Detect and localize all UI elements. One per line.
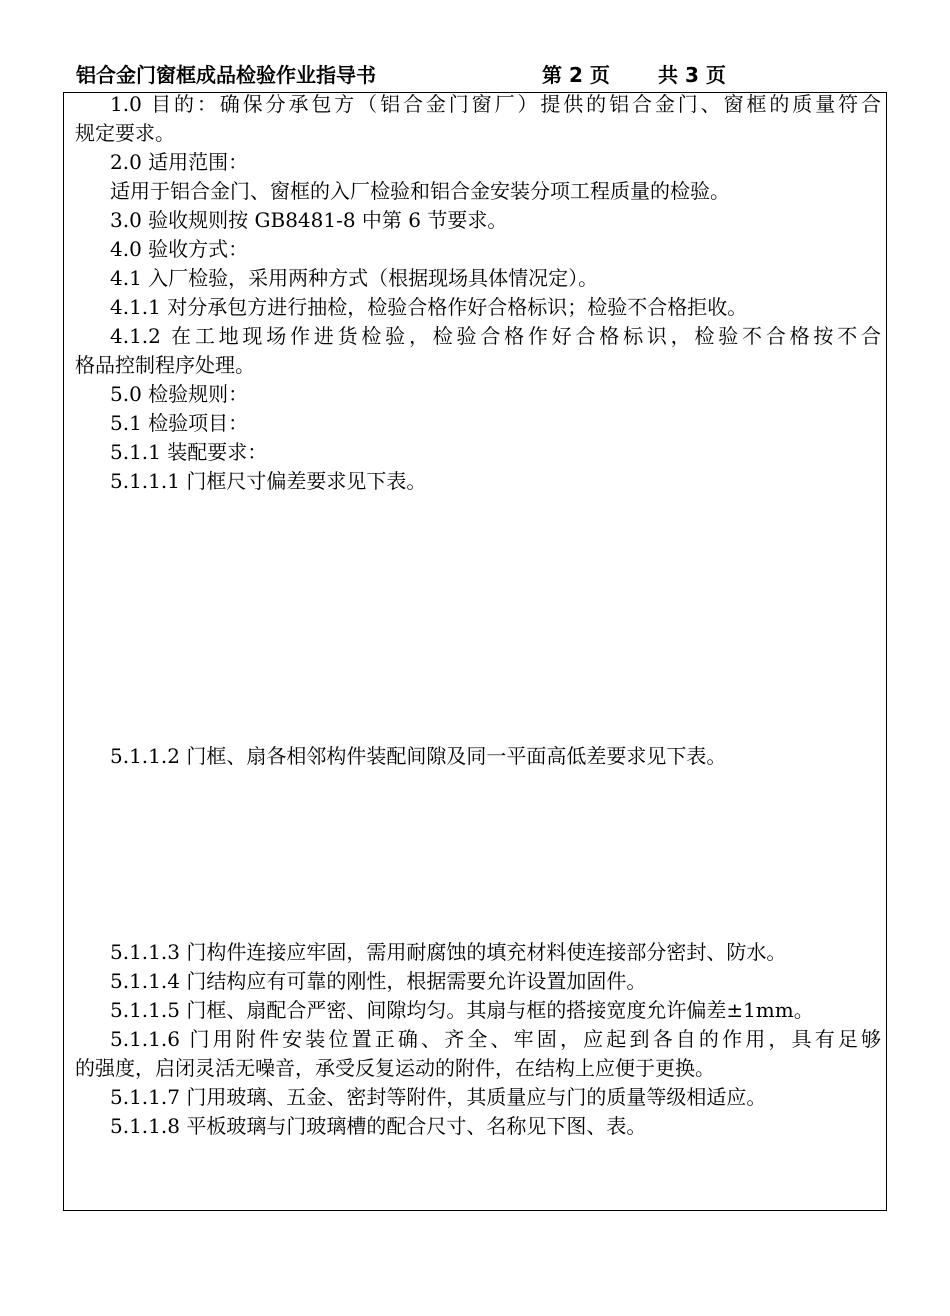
- accessories-line-1: 5.1.1.6 门用附件安装位置正确、齐全、牢固，应起到各自的作用，具有足够: [110, 1027, 881, 1051]
- site-inspection-line-1: 4.1.2 在工地现场作进货检验，检验合格作好合格标识，检验不合格按不合: [110, 324, 881, 348]
- purpose-line-1: 1.0 目的：确保分承包方（铝合金门窗厂）提供的铝合金门、窗框的质量符合: [110, 92, 881, 116]
- accessories-line-2: 的强度，启闭灵活无噪音，承受反复运动的附件，在结构上应便于更换。: [75, 1056, 715, 1080]
- acceptance-rule: 3.0 验收规则按 GB8481-8 中第 6 节要求。: [110, 208, 508, 232]
- inspection-items-heading: 5.1 检验项目：: [110, 411, 249, 435]
- accessories-quality: 5.1.1.7 门用玻璃、五金、密封等附件，其质量应与门的质量等级相适应。: [110, 1085, 767, 1109]
- page-total: 共 3 页: [658, 63, 726, 87]
- acceptance-method-heading: 4.0 验收方式：: [110, 237, 249, 261]
- purpose-line-2: 规定要求。: [75, 121, 175, 145]
- fit-requirement: 5.1.1.5 门框、扇配合严密、间隙均匀。其扇与框的搭接宽度允许偏差±1mm。: [110, 998, 814, 1022]
- frame-size-deviation: 5.1.1.1 门框尺寸偏差要求见下表。: [110, 469, 427, 493]
- assembly-gap-requirement: 5.1.1.2 门框、扇各相邻构件装配间隙及同一平面高低差要求见下表。: [110, 744, 727, 768]
- scope-heading: 2.0 适用范围：: [110, 150, 249, 174]
- rigidity-requirement: 5.1.1.4 门结构应有可靠的刚性，根据需要允许设置加固件。: [110, 969, 647, 993]
- connection-requirement: 5.1.1.3 门构件连接应牢固，需用耐腐蚀的填充材料使连接部分密封、防水。: [110, 940, 787, 964]
- assembly-requirements-heading: 5.1.1 装配要求：: [110, 440, 268, 464]
- incoming-inspection: 4.1 入厂检验，采用两种方式（根据现场具体情况定）。: [110, 266, 599, 290]
- page-header: [76, 60, 896, 90]
- sampling-inspection: 4.1.1 对分承包方进行抽检，检验合格作好合格标识；检验不合格拒收。: [110, 295, 748, 319]
- scope-text: 适用于铝合金门、窗框的入厂检验和铝合金安装分项工程质量的检验。: [110, 179, 730, 203]
- inspection-rules-heading: 5.0 检验规则：: [110, 382, 249, 406]
- glass-fit-dimensions: 5.1.1.8 平板玻璃与门玻璃槽的配合尺寸、名称见下图、表。: [110, 1114, 647, 1138]
- site-inspection-line-2: 格品控制程序处理。: [75, 353, 255, 377]
- document-title: 铝合金门窗框成品检验作业指导书: [76, 63, 376, 87]
- page-number: 第 2 页: [542, 63, 610, 87]
